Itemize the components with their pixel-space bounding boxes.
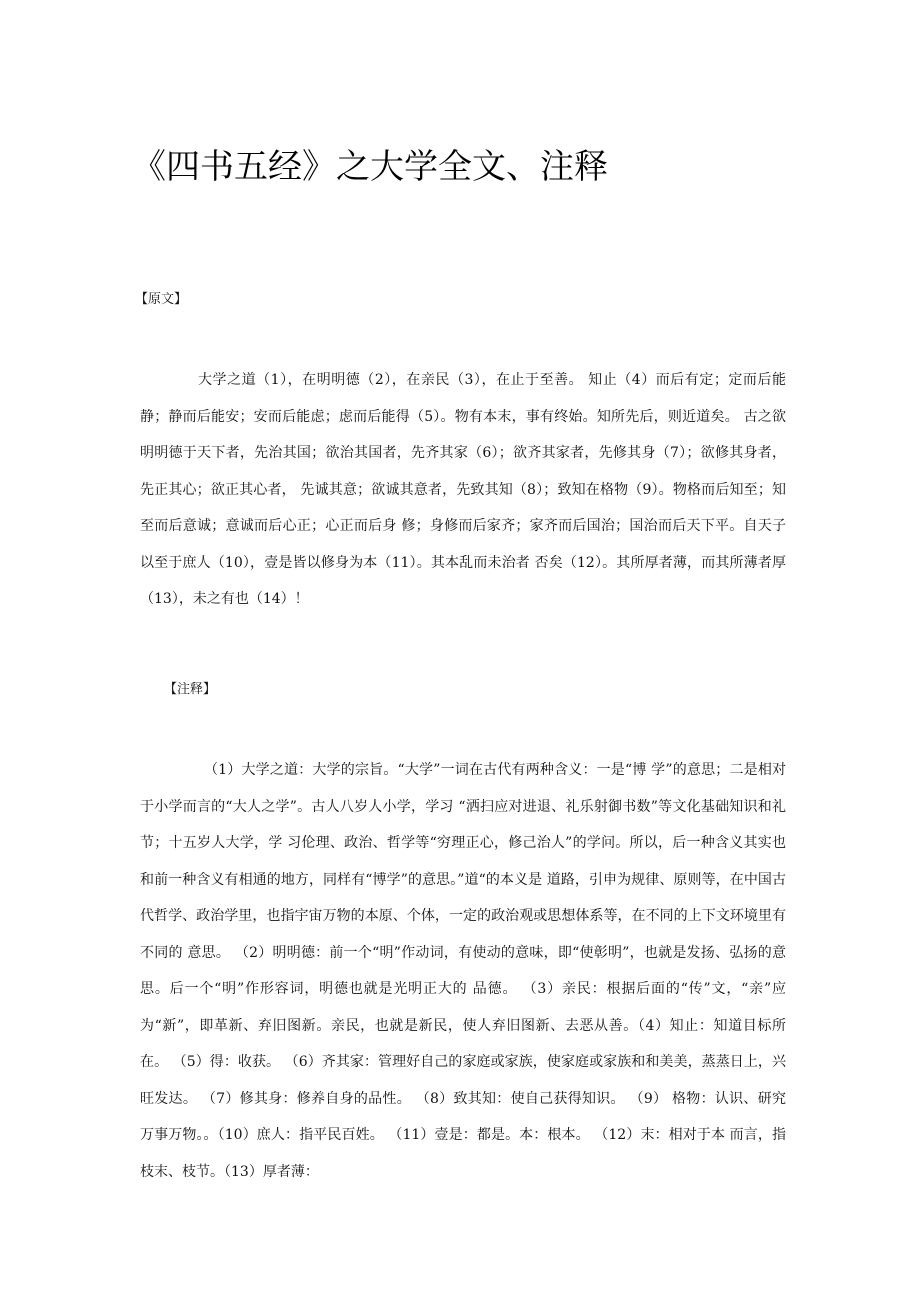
original-text-heading: 【原文】 xyxy=(135,292,188,307)
notes-heading: 【注释】 xyxy=(164,682,217,697)
notes-paragraph: （1）大学之道：大学的宗旨。“大学”一词在古代有两种含义：一是“博 学”的意思；二是相对于小学而言的“大人之学”。古人八岁人小学，学习 “洒扫应对进退、礼乐射御书数”等文化基础知识和礼节；十五岁人大学，学 习伦理、政治、哲学等“穷理正心，修己治人”的学问。所以，后一种含义其实也和前一种含义有相通的地方，同样有“博学”的意思。”道“的本义是 道路，引申为规律、原则等，在中国古代哲学、政治学里，也指宇宙万物的本原、个体，一定的政治观或思想体系等，在不同的上下文环境里有不同的 意思。 （2）明明德：前一个“明”作动词，有使动的意味，即“使彰明”，也就是发扬、弘扬的意思。后一个“明”作形容词，明德也就是光明正大的 品德。 （3）亲民：根据后面的“传”文，“亲”应为“新”，即革新、弃旧图新。亲民，也就是新民，使人弃旧图新、去恶从善。（4）知止：知道目标所在。 （5）得：收获。 （6）齐其家：管理好自己的家庭或家族，使家庭或家族和和美美，蒸蒸日上，兴旺发达。 （7）修其身：修养自身的品性。 （8）致其知：使自己获得知识。 （9） 格物：认识、研究万事万物。。（10）庶人：指平民百姓。 （11）壹是：都是。本：根本。 （12）末：相对于本 而言，指枝末、枝节。（13）厚者薄： xyxy=(140,762,786,1180)
original-text-paragraph: 大学之道（1），在明明德（2），在亲民（3），在止于至善。 知止（4）而后有定；定而后能静；静而后能安；安而后能虑；虑而后能得（5）。物有本末，事有终始。知所先后，则近道矣。 古之欲明明德于天下者，先治其国；欲治其国者，先齐其家（6）；欲齐其家者，先修其身（7）；欲修其身者，先正其心；欲正其心者， 先诚其意；欲诚其意者，先致其知（8）；致知在格物（9）。物格而后知至；知至而后意诚；意诚而后心正；心正而后身 修；身修而后家齐；家齐而后国治；国治而后天下平。自天子以至于庶人（10），壹是皆以修身为本（11）。其本乱而未治者 否矣（12）。其所厚者薄，而其所薄者厚（13），未之有也（14）！ xyxy=(140,372,786,607)
document-title: 《四书五经》之大学全文、注释 xyxy=(132,147,608,187)
